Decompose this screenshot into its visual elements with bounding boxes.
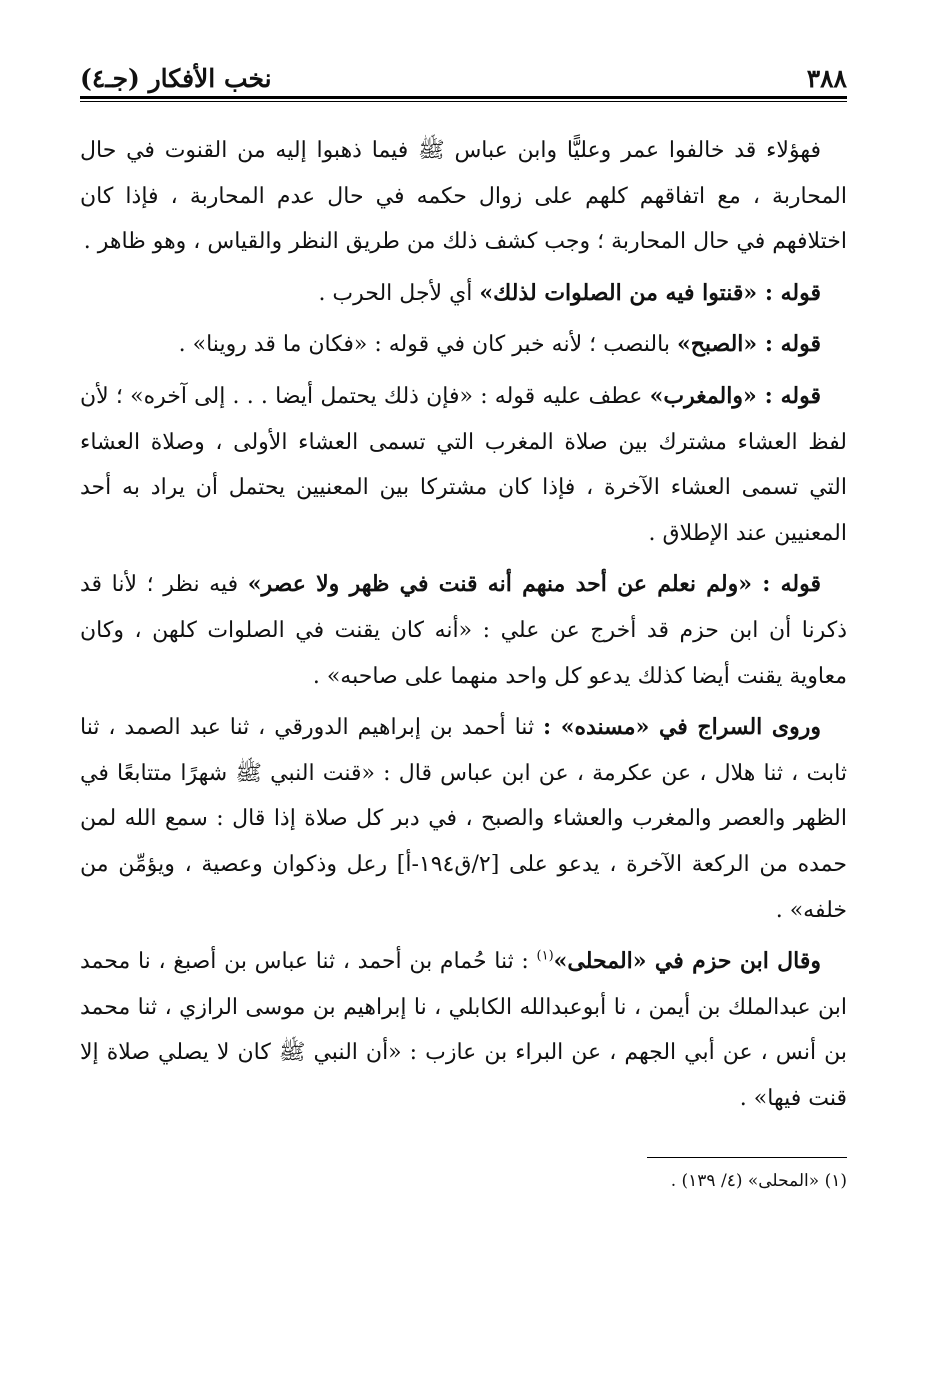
paragraph xyxy=(80,322,847,368)
paragraph xyxy=(80,271,847,317)
emphasized-quote: وقال ابن حزم في «المحلى» xyxy=(553,948,822,975)
page-number: ٣٨٨ xyxy=(806,64,847,93)
paragraph-text: عطف عليه قوله : «فإن ذلك يحتمل أيضا . . . إلى آخره» ؛ لأن لفظ العشاء مشترك بين صلاة المغرب التي تسمى العشاء الأولى ، وصلاة العشاء التي تسمى العشاء الآخرة ، فإذا كان مشتركا بين المعنيين يحتمل أن يراد به أحد المعنيين عند الإطلاق . xyxy=(80,383,847,546)
emphasized-quote: قوله : «الصبح» xyxy=(676,331,821,358)
footnote-separator xyxy=(647,1157,847,1158)
header-rule-thin xyxy=(80,101,847,102)
paragraph xyxy=(80,939,847,1121)
body-text xyxy=(80,128,847,1121)
emphasized-quote: قوله : «ولم نعلم عن أحد منهم أنه قنت في ظهر ولا عصر» xyxy=(247,571,821,598)
paragraph xyxy=(80,374,847,556)
paragraph-text: بالنصب ؛ لأنه خبر كان في قوله : «فكان ما قد روينا» . xyxy=(178,332,677,358)
paragraph xyxy=(80,128,847,265)
paragraph xyxy=(80,562,847,699)
emphasized-quote: قوله : «والمغرب» xyxy=(649,382,821,409)
book-page xyxy=(80,52,847,1337)
paragraph xyxy=(80,705,847,933)
paragraph-text: أي لأجل الحرب . xyxy=(318,280,480,306)
paragraph-text: : ثنا حُمام بن أحمد ، ثنا عباس بن أصبغ ، نا محمد ابن عبدالملك بن أيمن ، نا أبوعبدالله الكابلي ، نا إبراهيم بن موسى الرازي ، ثنا محمد بن أنس ، عن أبي الجهم ، عن البراء بن عازب : «أن النبي ﷺ كان لا يصلي صلاة إلا قنت فيها» . xyxy=(80,949,847,1111)
paragraph-text: فيه نظر ؛ لأنا قد ذكرنا أن ابن حزم قد أخرج عن علي : «أنه كان يقنت في الصلوات كلهن ، وكان معاوية يقنت أيضا كذلك يدعو كل واحد منهما على صاحبه» . xyxy=(80,572,847,689)
book-title: نخب الأفكار (جـ٤) xyxy=(80,64,272,93)
emphasized-quote: وروى السراج في «مسنده» : xyxy=(543,714,821,741)
paragraph-text: فهؤلاء قد خالفوا عمر وعليًّا وابن عباس ﷺ فيما ذهبوا إليه من القنوت في حال المحاربة ، مع اتفاقهم كلهم على زوال حكمه في حال عدم المحاربة ، فإذا كان اختلافهم في حال المحاربة ؛ وجب كشف ذلك من طريق النظر والقياس ، وهو ظاهر . xyxy=(80,138,847,255)
paragraph-text: ثنا أحمد بن إبراهيم الدورقي ، ثنا عبد الصمد ، ثنا ثابت ، ثنا هلال ، عن عكرمة ، عن ابن عباس قال : «قنت النبي ﷺ شهرًا متتابعًا في الظهر والعصر والمغرب والعشاء والصبح ، في دبر كل صلاة إذا قال : سمع الله لمن حمده من الركعة الآخرة ، يدعو على [٢/ق١٩٤-أ] رعل وذكوان وعصية ، ويؤمِّن من خلفه» . xyxy=(80,715,847,923)
footnote-marker: (١) xyxy=(536,948,554,964)
emphasized-quote: قوله : «قنتوا فيه من الصلوات لذلك» xyxy=(479,279,821,306)
footnote: (١) «المحلى» (٤/ ١٣٩) . xyxy=(670,1171,847,1192)
header-rule xyxy=(80,96,847,99)
running-header xyxy=(80,52,847,96)
